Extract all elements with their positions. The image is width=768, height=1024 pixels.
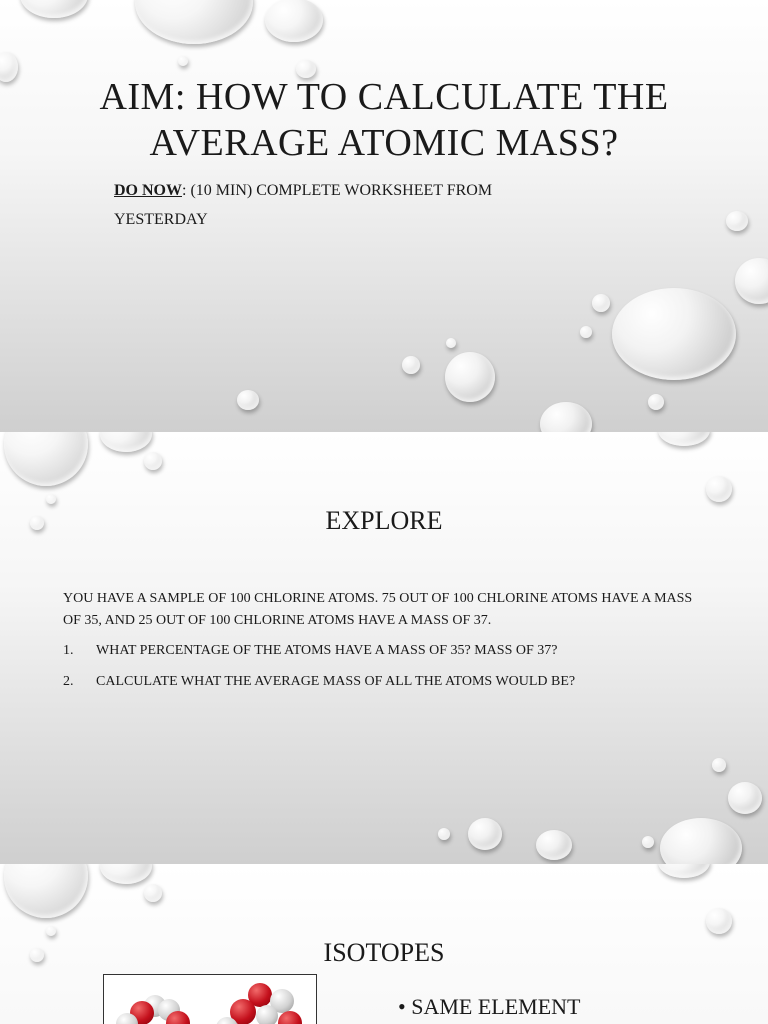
water-drop [265,0,323,42]
slide-title: EXPLORE [325,506,443,535]
question-list [63,640,703,693]
slide-aim [0,0,768,432]
bullet-item [398,994,580,1020]
water-drop [728,782,762,814]
slide-isotopes [0,864,768,1024]
water-drop [660,818,742,864]
bullet-text: SAME ELEMENT [411,994,581,1019]
list-item [63,671,703,693]
water-drop [712,758,726,772]
atom-icon [256,1005,278,1024]
water-drop [642,836,654,848]
slide-title [0,74,768,166]
explore-body [63,588,703,702]
water-drop [438,828,450,840]
water-drop [446,338,456,348]
water-drop [445,352,495,402]
water-drop [468,818,502,850]
do-now-label: DO NOW [114,182,182,199]
water-drop [592,294,610,312]
water-drop [100,432,152,452]
list-number: 2. [63,674,74,689]
water-drop [612,288,736,380]
do-now-text [114,176,584,234]
title-line-1: AIM: HOW TO CALCULATE THE [99,76,669,118]
water-drop [237,390,259,410]
water-drop [536,830,572,860]
do-now-instruction: : (10 MIN) COMPLETE WORKSHEET FROM YESTERDAY [114,182,493,228]
water-drop [402,356,420,374]
water-drop [144,884,162,902]
water-drop [706,908,732,934]
list-item [63,640,703,662]
atom-icon [166,1011,190,1024]
bullet-icon: • [398,994,406,1019]
atom-icon [278,1011,302,1024]
isotope-molecule-image [103,974,317,1024]
slide-title: ISOTOPES [323,938,445,967]
water-drop [46,494,56,504]
list-text: WHAT PERCENTAGE OF THE ATOMS HAVE A MASS OF 35? MASS OF 37? [96,643,558,658]
water-drop [540,402,592,432]
water-drop [20,0,88,18]
water-drop [144,452,162,470]
water-drop [4,432,88,486]
explore-intro: YOU HAVE A SAMPLE OF 100 CHLORINE ATOMS. 75 OUT OF 100 CHLORINE ATOMS HAVE A MASS OF 35, AND 25 OUT OF 100 CHLORINE ATOMS HAVE A MASS OF 37. [63,591,693,628]
water-drop [735,258,768,304]
water-drop [100,864,152,884]
water-drop [658,864,710,878]
water-drop [4,864,88,918]
title-line-2: AVERAGE ATOMIC MASS? [149,122,619,164]
list-number: 1. [63,643,74,658]
water-drop [658,432,710,446]
list-text: CALCULATE WHAT THE AVERAGE MASS OF ALL THE ATOMS WOULD BE? [96,674,576,689]
slide-explore [0,432,768,864]
water-drop [135,0,253,44]
water-drop [178,56,188,66]
water-drop [580,326,592,338]
water-drop [726,211,748,231]
water-drop [46,926,56,936]
water-drop [648,394,664,410]
water-drop [706,476,732,502]
